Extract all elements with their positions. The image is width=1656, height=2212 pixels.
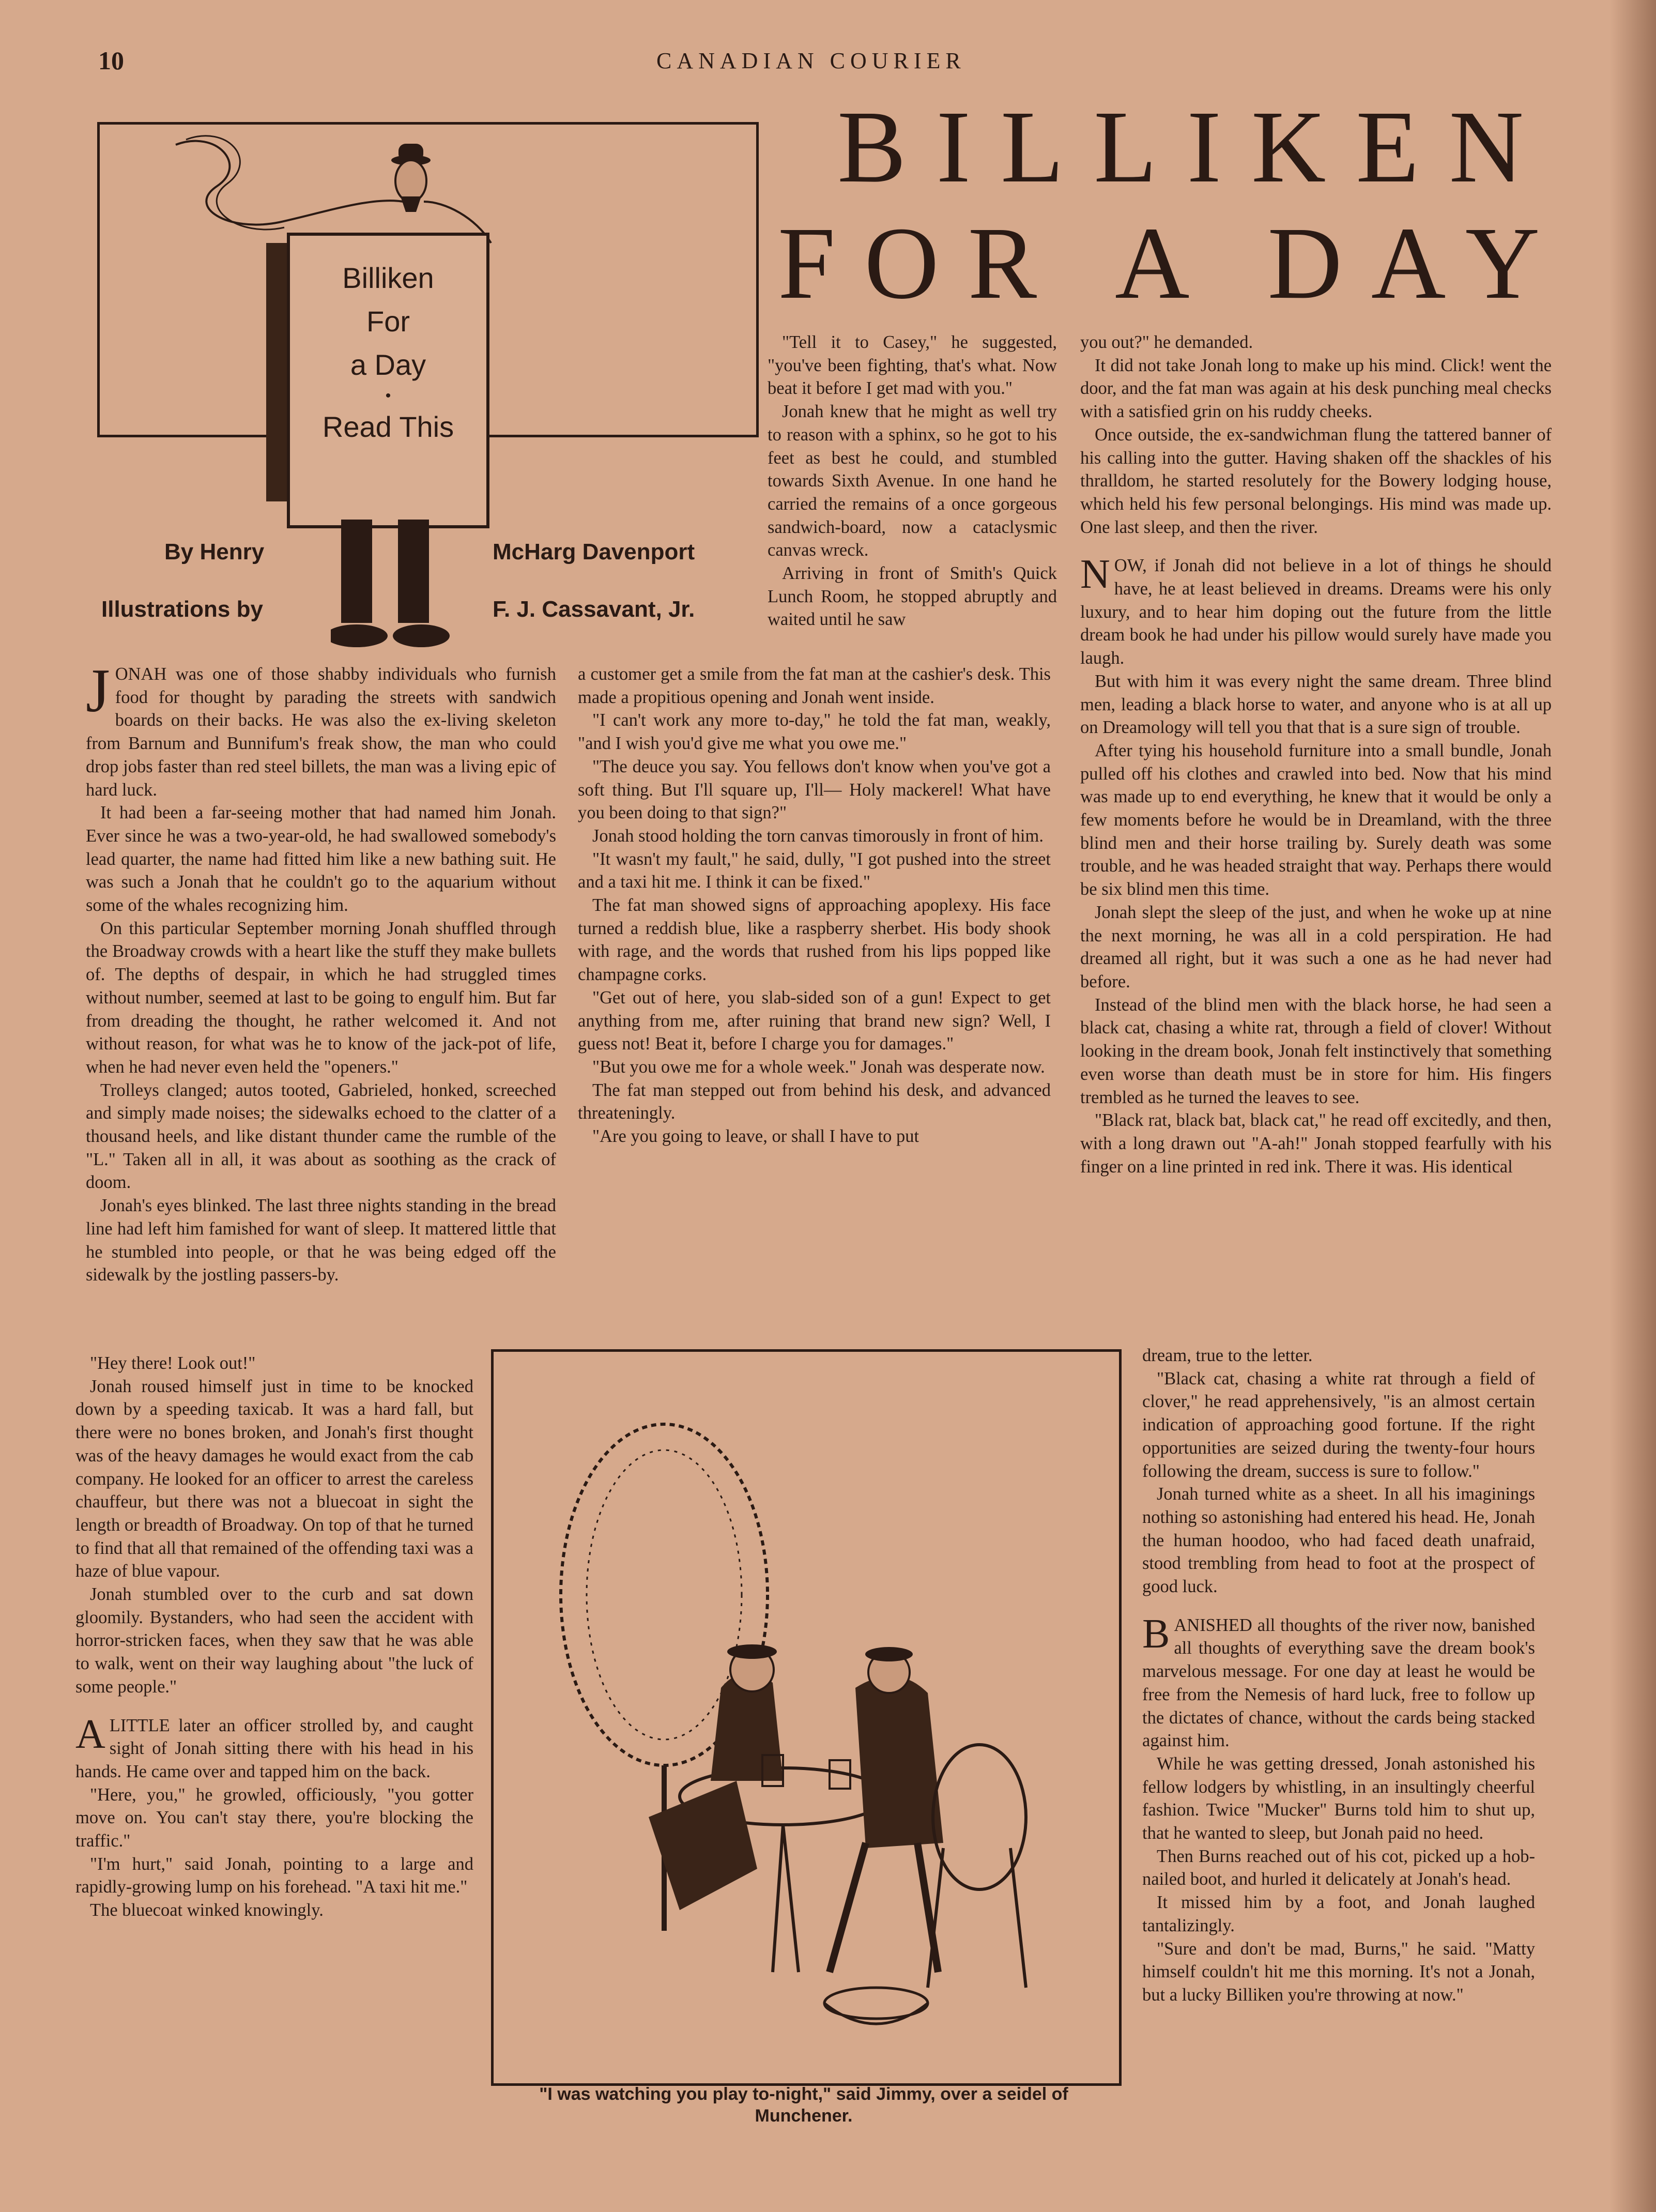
column-3-lower bbox=[1142, 1344, 1535, 2150]
col2a-para-2: Jonah knew that he might as well try to reason with a sphinx, so he got to his feet as best he could, and stumbled towards Sixth Avenue. In one hand he carried the remains of a once gorgeous sandwich-board, now a cataclysmic canvas wreck. bbox=[768, 402, 1057, 560]
col3b-para-2: "Black cat, chasing a white rat through a field of clover," he read apprehensively, "is an almost certain indication of approaching good fortune. If the right opportunities are seized during the twenty-four hours following the dream, success is sure to follow." bbox=[1142, 1368, 1535, 1481]
sign-line-2: For bbox=[366, 305, 410, 338]
drop-cap-j: J bbox=[86, 663, 110, 725]
col1-para-10: "Here, you," he growled, officiously, "you gotter move on. You can't stay there, you're blocking the traffic." bbox=[75, 1784, 473, 1851]
col1-para-6: "Hey there! Look out!" bbox=[90, 1353, 256, 1373]
col3b-para-7: It missed him by a foot, and Jonah laughed tantalizingly. bbox=[1142, 1893, 1535, 1935]
col2b-para-4: Jonah stood holding the torn canvas timorously in front of him. bbox=[592, 826, 1044, 846]
col2b-para-7: "Get out of here, you slab-sided son of a gun! Expect to get anything from me, after ruining that brand new sign? Well, I guess not! Beat it, before I charge you for damages." bbox=[578, 987, 1051, 1054]
byline-author: McHarg Davenport bbox=[493, 539, 695, 565]
column-3 bbox=[1080, 331, 1552, 1344]
col3b-para-3: Jonah turned white as a sheet. In all his imaginings nothing so astonishing had entered his head. He, Jonah the human hoodoo, who had faced death unafraid, stood trembling from head to foot at the prospect of good luck. bbox=[1142, 1484, 1535, 1597]
col3-para-9: "Black rat, black bat, black cat," he read off excitedly, and then, with a long drawn out "A-ah!" Jonah stopped fearfully with his finger on a line printed in red ink. There it was. His identical bbox=[1080, 1110, 1552, 1177]
col2b-para-8: "But you owe me for a whole week." Jonah was desperate now. bbox=[592, 1057, 1045, 1077]
col2a-para-1: "Tell it to Casey," he suggested, "you've been fighting, that's what. Now beat it before I get mad with you." bbox=[768, 332, 1057, 399]
byline-by: By Henry bbox=[164, 539, 265, 565]
col1-para-12: The bluecoat winked knowingly. bbox=[90, 1900, 324, 1920]
col1-para-1: ONAH was one of those shabby individuals who furnish food for thought by parading the streets with sandwich boards on their backs. He was also the ex-living skeleton from Barnum and Bunnifum's freak show, the man who could drop jobs faster than red steel billets, the man was a living epic of hard luck. bbox=[86, 664, 556, 800]
drop-cap-a: A bbox=[75, 1711, 105, 1757]
col2b-para-2: "I can't work any more to-day," he told the fat man, weakly, "and I wish you'd give me what you owe me." bbox=[578, 710, 1051, 754]
col3-para-3: Once outside, the ex-sandwichman flung the tattered banner of his calling into the gutter. Having shaken off the shackles of his thralldom, he started resolutely for the Bowery lodging house, which held his few personal belongings. His mind was made up. One last sleep, and then the river. bbox=[1080, 424, 1552, 537]
byline-illustrator: F. J. Cassavant, Jr. bbox=[493, 597, 695, 622]
col2b-para-3: "The deuce you say. You fellows don't know when you've got a soft thing. But I'll square up, I'll— Holy mackerel! What have you been doing to that sign?" bbox=[578, 756, 1051, 823]
sign-line-4: Read This bbox=[322, 410, 454, 443]
man-legs-illustration bbox=[331, 520, 450, 649]
byline-illustrations: Illustrations by bbox=[101, 597, 263, 622]
sign-line-1: Billiken bbox=[342, 262, 434, 294]
sign-line-3: a Day bbox=[350, 348, 426, 381]
col1-para-7: Jonah roused himself just in time to be knocked down by a speeding taxicab. It was a hard fall, but there were no bones broken, and Jonah's first thought was of the heavy damages he would exact from the cab company. He looked for an officer to arrest the careless chauffeur, but there was not a bluecoat in sight the length or breadth of Broadway. On top of that he turned to find that all that remained of the offending taxi was a haze of blue vapour. bbox=[75, 1376, 473, 1581]
col2b-para-6: The fat man showed signs of approaching apoplexy. His face turned a reddish blue, like a raspberry sherbet. His body shook with rage, and the words that rushed from his lips popped like champagne corks. bbox=[578, 895, 1051, 985]
col1-para-3: On this particular September morning Jonah shuffled through the Broadway crowds with a heart like the stuff they make bullets of. The depths of despair, in which he had struggled times without number, seemed at last to be going to engulf him. But far from dreading the thought, he rather welcomed it. And not without reason, for what was he to know of the jack-pot of life, when he had never even held the "openers." bbox=[86, 918, 556, 1077]
page-number: 10 bbox=[98, 46, 124, 75]
column-1-lower bbox=[75, 1352, 473, 2117]
caption-line-1: "I was watching you play to-night," said Jimmy, over a seidel of bbox=[539, 2084, 1068, 2104]
caption-line-2: Munchener. bbox=[755, 2106, 853, 2126]
col1-para-4: Trolleys clanged; autos tooted, Gabrieled, honked, screeched and simply made noises; the sidewalks echoed to the clatter of a thousand heels, and like distant thunder came the rumble of the "L." Taken all in all, it was about as soothing as the crack of doom. bbox=[86, 1080, 556, 1193]
headline-line-1: BILLIKEN bbox=[837, 90, 1554, 204]
col1-para-9: LITTLE later an officer strolled by, and caught sight of Jonah sitting there with his head in his hands. He came over and tapped him on the back. bbox=[75, 1715, 473, 1781]
col3b-para-5: While he was getting dressed, Jonah astonished his fellow lodgers by whistling, in an insultingly cheerful fashion. Twice "Mucker" Burns told him to shut up, that he wanted to sleep, but Jonah paid no heed. bbox=[1142, 1753, 1535, 1843]
col2b-para-10: "Are you going to leave, or shall I have to put bbox=[592, 1126, 919, 1147]
col3b-para-8: "Sure and don't be mad, Burns," he said. "Matty himself couldn't hit me this morning. It's not a Jonah, but a lucky Billiken you're throwing at now." bbox=[1142, 1939, 1535, 2005]
drop-cap-b: B bbox=[1142, 1611, 1170, 1657]
cafe-scene-illustration bbox=[494, 1352, 1119, 2083]
sandwich-board-sign bbox=[287, 233, 489, 528]
col1-para-11: "I'm hurt," said Jonah, pointing to a large and rapidly-growing lump on his forehead. "A taxi hit me." bbox=[75, 1854, 473, 1897]
col2b-para-1: a customer get a smile from the fat man at the cashier's desk. This made a propitious opening and Jonah went inside. bbox=[578, 664, 1051, 707]
col1-para-2: It had been a far-seeing mother that had named him Jonah. Ever since he was a two-year-old, he had swallowed somebody's lead quarter, the name had fitted him like a new bathing suit. He was such a Jonah that he couldn't go to the aquarium without some of the whales recognizing him. bbox=[86, 803, 556, 916]
sign-bullet: • bbox=[385, 387, 391, 404]
col1-para-5: Jonah's eyes blinked. The last three nights standing in the bread line had left him famished for want of sleep. It mattered little that he stumbled into people, or that he was being edged off the sidewalk by the jostling passers-by. bbox=[86, 1196, 556, 1285]
col1-para-8: Jonah stumbled over to the curb and sat down gloomily. Bystanders, who had seen the accident with horror-stricken faces, when they saw that he was able to walk, went on their way laughing about "the luck of some people." bbox=[75, 1584, 473, 1697]
col2a-para-3: Arriving in front of Smith's Quick Lunch Room, he stopped abruptly and waited until he saw bbox=[768, 563, 1057, 630]
running-head: CANADIAN COURIER bbox=[656, 48, 966, 73]
headline-line-2: FOR A DAY bbox=[778, 206, 1569, 321]
col3b-para-1: dream, true to the letter. bbox=[1142, 1346, 1313, 1365]
illustration-caption bbox=[481, 2083, 1127, 2127]
col3-para-6: After tying his household furniture into a small bundle, Jonah pulled off his clothes and crawled into bed. Now that his mind was made up to end everything, he knew that it would be only a few moments before he would be in Dreamland, with the three blind men and their horse trailing by. Surely death was some trouble, and he was headed straight that way. Perhaps there would be six blind men this time. bbox=[1080, 740, 1552, 899]
col3-para-5: But with him it was every night the same dream. Three blind men, leading a black horse to water, and anyone who is at all up on Dreamology will tell you that that is a sure sign of trouble. bbox=[1080, 671, 1552, 738]
column-2-upper bbox=[768, 331, 1057, 662]
drop-cap-n: N bbox=[1080, 552, 1110, 598]
col2b-para-5: "It wasn't my fault," he said, dully, "I got pushed into the street and a taxi hit me. I think it can be fixed." bbox=[578, 849, 1051, 892]
col3-para-7: Jonah slept the sleep of the just, and when he woke up at nine the next morning, he was all in a cold perspiration. He had dreamed all right, but it was such a one as he had never had before. bbox=[1080, 902, 1552, 991]
page-edge-shadow bbox=[1609, 0, 1656, 2212]
col3-para-8: Instead of the blind men with the black horse, he had seen a black cat, chasing a white rat, through a field of clover! Without looking in the dream book, Jonah felt instinctively that something even worse than death must be in store for him. His fingers trembled as he turned the leaves to see. bbox=[1080, 995, 1552, 1107]
cafe-illustration-frame bbox=[491, 1349, 1122, 2086]
col3-para-2: It did not take Jonah long to make up his mind. Click! went the door, and the fat man was again at his desk punching meal checks with a satisfied grin on his ruddy cheeks. bbox=[1080, 355, 1552, 422]
col3b-para-6: Then Burns reached out of his cot, picked up a hob-nailed boot, and hurled it delicately at Jonah's head. bbox=[1142, 1846, 1535, 1889]
col2b-para-9: The fat man stepped out from behind his desk, and advanced threateningly. bbox=[578, 1080, 1051, 1123]
column-2 bbox=[578, 663, 1051, 1330]
col3b-para-4: ANISHED all thoughts of the river now, banished all thoughts of everything save the dream book's marvelous message. For one day at least he would be free from the Nemesis of hard luck, free to follow up the dictates of chance, without the cards being stacked against him. bbox=[1142, 1615, 1535, 1751]
col3-para-4: OW, if Jonah did not believe in a lot of things he should have, he at least believed in dreams. Dreams were his only luxury, and to hear him doping out the future from the little dream book he had under his pillow would surely have made you laugh. bbox=[1080, 556, 1552, 668]
col3-para-1: you out?" he demanded. bbox=[1080, 332, 1253, 352]
man-head-illustration bbox=[380, 140, 442, 212]
